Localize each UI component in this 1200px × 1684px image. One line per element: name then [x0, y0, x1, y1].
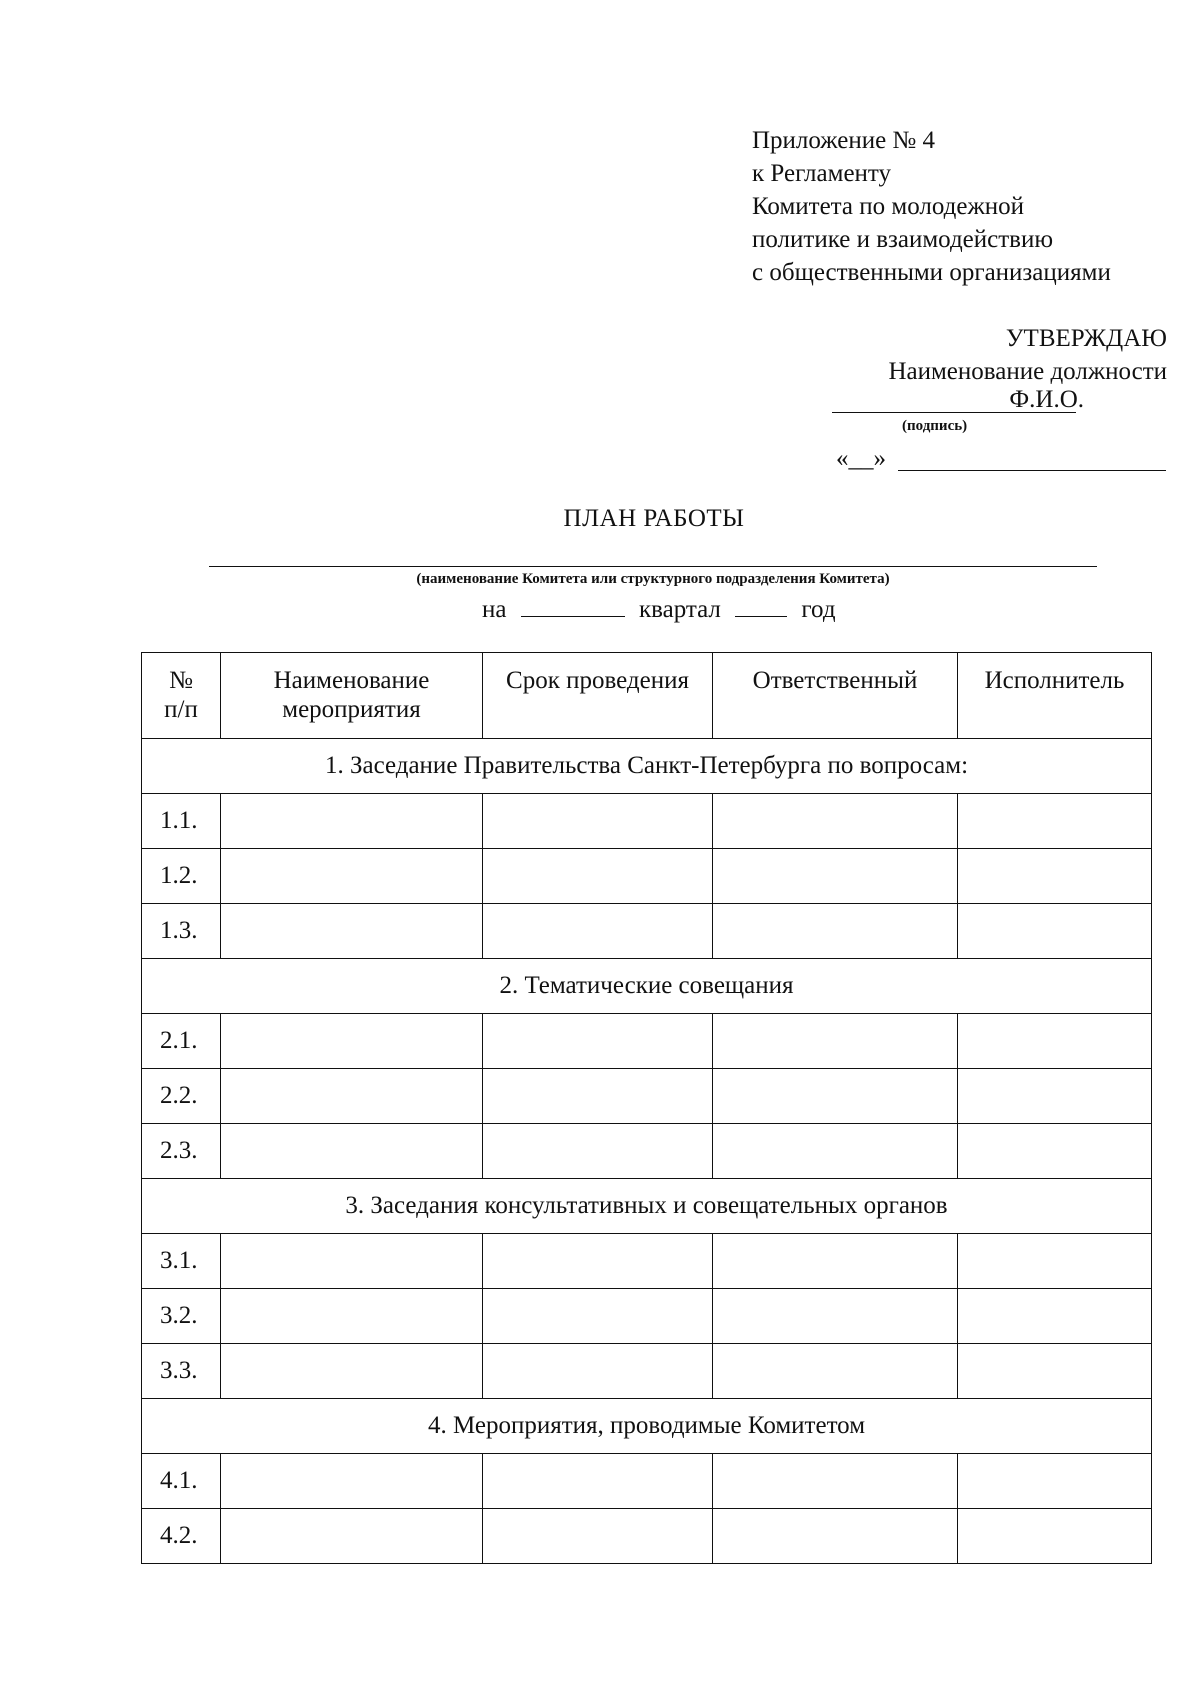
cell-deadline[interactable]: [483, 849, 713, 904]
row-number: 4.1.: [142, 1454, 221, 1509]
table-row: [142, 904, 1152, 959]
section-row: [142, 1399, 1152, 1454]
table-row: [142, 1069, 1152, 1124]
row-number: 4.2.: [142, 1509, 221, 1564]
section-row: [142, 739, 1152, 794]
approval-date-prefix: «__»: [836, 445, 886, 472]
cell-event-name[interactable]: [221, 1069, 483, 1124]
appendix-line: с общественными организациями: [752, 259, 1111, 286]
section-title: 1. Заседание Правительства Санкт-Петербурга по вопросам:: [142, 739, 1152, 794]
cell-executor[interactable]: [958, 1344, 1152, 1399]
header-responsible: Ответственный: [713, 653, 958, 739]
cell-event-name[interactable]: [221, 1289, 483, 1344]
cell-executor[interactable]: [958, 1069, 1152, 1124]
cell-deadline[interactable]: [483, 1069, 713, 1124]
approval-fio: Ф.И.О.: [1009, 386, 1084, 413]
table-row: [142, 1509, 1152, 1564]
cell-deadline[interactable]: [483, 1509, 713, 1564]
work-plan-table: [141, 652, 1152, 1564]
section-row: [142, 1179, 1152, 1234]
header-executor: Исполнитель: [958, 653, 1152, 739]
approval-date-line: [898, 470, 1166, 471]
cell-deadline[interactable]: [483, 904, 713, 959]
table-header-row: [142, 653, 1152, 739]
cell-deadline[interactable]: [483, 1234, 713, 1289]
year-blank: [735, 594, 787, 617]
table-row: [142, 1454, 1152, 1509]
section-title: 4. Мероприятия, проводимые Комитетом: [142, 1399, 1152, 1454]
section-title: 3. Заседания консультативных и совещательных органов: [142, 1179, 1152, 1234]
table-row: [142, 1234, 1152, 1289]
row-number: 2.1.: [142, 1014, 221, 1069]
header-event-name: Наименование мероприятия: [221, 653, 483, 739]
cell-responsible[interactable]: [713, 849, 958, 904]
table-row: [142, 794, 1152, 849]
cell-event-name[interactable]: [221, 1344, 483, 1399]
appendix-line: Приложение № 4: [752, 127, 936, 154]
organization-name-line: [209, 566, 1097, 567]
cell-executor[interactable]: [958, 794, 1152, 849]
cell-responsible[interactable]: [713, 1234, 958, 1289]
cell-responsible[interactable]: [713, 904, 958, 959]
period-line: [482, 594, 836, 624]
cell-executor[interactable]: [958, 904, 1152, 959]
cell-event-name[interactable]: [221, 904, 483, 959]
section-title: 2. Тематические совещания: [142, 959, 1152, 1014]
row-number: 3.2.: [142, 1289, 221, 1344]
cell-responsible[interactable]: [713, 1289, 958, 1344]
appendix-line: политике и взаимодействию: [752, 226, 1054, 253]
cell-event-name[interactable]: [221, 1454, 483, 1509]
section-row: [142, 959, 1152, 1014]
table-row: [142, 1014, 1152, 1069]
cell-executor[interactable]: [958, 1289, 1152, 1344]
cell-event-name[interactable]: [221, 1014, 483, 1069]
row-number: 1.1.: [142, 794, 221, 849]
cell-responsible[interactable]: [713, 1344, 958, 1399]
cell-event-name[interactable]: [221, 1509, 483, 1564]
cell-responsible[interactable]: [713, 1509, 958, 1564]
approval-title: УТВЕРЖДАЮ: [1005, 325, 1167, 352]
cell-executor[interactable]: [958, 849, 1152, 904]
cell-responsible[interactable]: [713, 1014, 958, 1069]
approval-block: [888, 322, 1167, 388]
table-row: [142, 1289, 1152, 1344]
cell-deadline[interactable]: [483, 1014, 713, 1069]
quarter-blank: [521, 594, 625, 617]
cell-deadline[interactable]: [483, 1344, 713, 1399]
organization-caption: (наименование Комитета или структурного подразделения Комитета): [416, 571, 890, 587]
period-year: год: [801, 596, 836, 623]
row-number: 1.3.: [142, 904, 221, 959]
cell-event-name[interactable]: [221, 794, 483, 849]
appendix-line: Комитета по молодежной: [752, 193, 1024, 220]
cell-deadline[interactable]: [483, 1124, 713, 1179]
row-number: 2.2.: [142, 1069, 221, 1124]
cell-responsible[interactable]: [713, 1124, 958, 1179]
period-quarter: квартал: [638, 596, 721, 623]
cell-event-name[interactable]: [221, 1234, 483, 1289]
header-deadline: Срок проведения: [483, 653, 713, 739]
period-na: на: [482, 596, 507, 623]
table-row: [142, 849, 1152, 904]
row-number: 3.1.: [142, 1234, 221, 1289]
table-row: [142, 1124, 1152, 1179]
cell-executor[interactable]: [958, 1014, 1152, 1069]
table-row: [142, 1344, 1152, 1399]
cell-deadline[interactable]: [483, 1454, 713, 1509]
cell-executor[interactable]: [958, 1124, 1152, 1179]
cell-executor[interactable]: [958, 1509, 1152, 1564]
cell-deadline[interactable]: [483, 794, 713, 849]
cell-responsible[interactable]: [713, 1454, 958, 1509]
cell-event-name[interactable]: [221, 1124, 483, 1179]
approval-position: Наименование должности: [888, 358, 1167, 385]
header-number: № п/п: [142, 653, 221, 739]
signature-caption: (подпись): [902, 418, 968, 434]
cell-executor[interactable]: [958, 1454, 1152, 1509]
cell-deadline[interactable]: [483, 1289, 713, 1344]
document-title: ПЛАН РАБОТЫ: [563, 505, 745, 532]
cell-executor[interactable]: [958, 1234, 1152, 1289]
appendix-block: [752, 124, 1111, 289]
row-number: 1.2.: [142, 849, 221, 904]
cell-responsible[interactable]: [713, 1069, 958, 1124]
cell-event-name[interactable]: [221, 849, 483, 904]
cell-responsible[interactable]: [713, 794, 958, 849]
row-number: 3.3.: [142, 1344, 221, 1399]
appendix-line: к Регламенту: [752, 160, 892, 187]
row-number: 2.3.: [142, 1124, 221, 1179]
